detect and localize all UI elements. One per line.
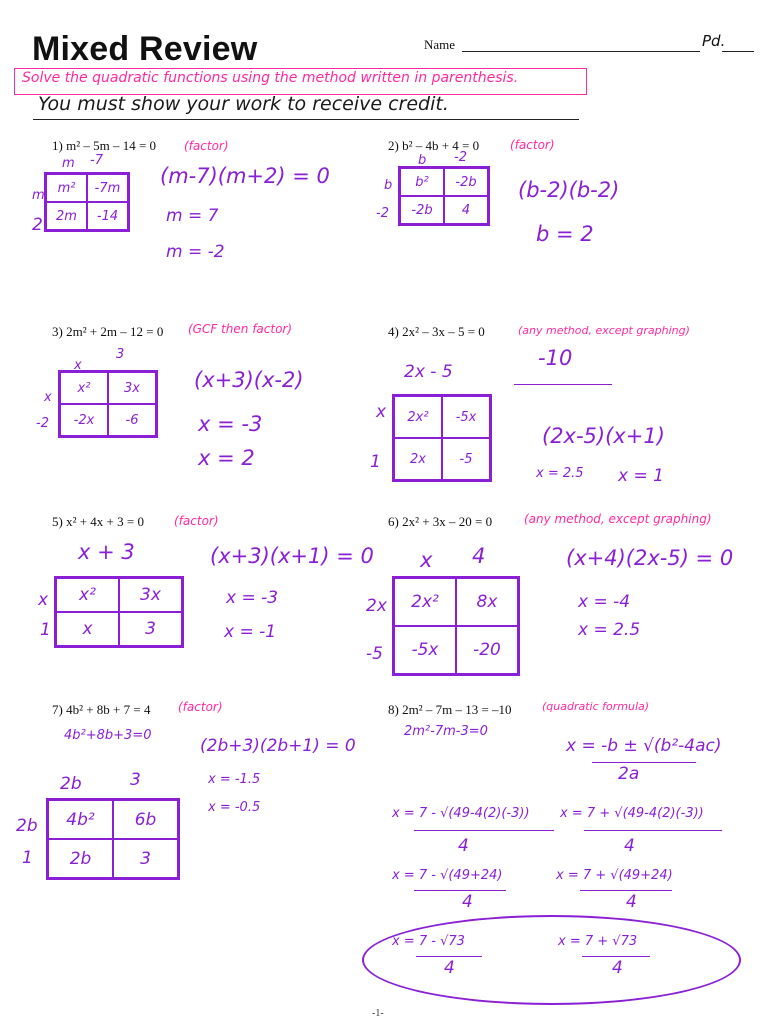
box-side-label: -2	[36, 416, 49, 431]
answer: x = 1	[618, 466, 664, 486]
work-line: (x+4)(2x-5) = 0	[566, 546, 734, 570]
box-cell: b²	[400, 168, 444, 196]
fraction-bar	[414, 890, 506, 891]
final-answer-circle	[362, 915, 741, 1005]
box-cell: 4	[444, 196, 488, 224]
box-top-label: 2b	[60, 774, 82, 794]
box-top-label: 3	[130, 770, 141, 790]
denominator: 4	[626, 892, 637, 912]
box-cell: 2x	[394, 438, 442, 480]
box-cell: -5x	[442, 396, 490, 438]
work-line: 2m²-7m-3=0	[404, 724, 488, 739]
box-top-label: m	[62, 156, 75, 171]
page-title: Mixed Review	[32, 30, 258, 68]
problem-7-label: 7) 4b² + 8b + 7 = 4	[52, 702, 151, 717]
quadratic-formula: x = -b ± √(b²-4ac)	[566, 736, 722, 756]
pd-label: Pd.	[702, 32, 726, 50]
box-cell: -20	[456, 626, 518, 674]
problem-8-method: (quadratic formula)	[542, 700, 650, 713]
final-answer: x = 7 + √73	[558, 934, 638, 949]
box-cell: 2x²	[394, 578, 456, 626]
answer: x = -1.5	[208, 772, 261, 787]
problem-2-label: 2) b² – 4b + 4 = 0	[388, 138, 480, 153]
fraction-bar	[582, 956, 650, 957]
problem-7-method: (factor)	[178, 700, 223, 714]
work-line: x = 7 - √(49+24)	[392, 868, 503, 883]
problem-4-method: (any method, except graphing)	[518, 324, 690, 337]
work-line: 4b²+8b+3=0	[64, 728, 152, 743]
problem-1-label: 1) m² – 5m – 14 = 0	[52, 138, 157, 153]
box-cell: -2x	[60, 404, 108, 436]
problem-3-method: (GCF then factor)	[188, 322, 293, 336]
work-line: (2x-5)(x+1)	[542, 424, 665, 448]
fraction-bar	[592, 762, 696, 763]
answer: x = -4	[578, 592, 631, 612]
box-cell: 2b	[48, 839, 113, 878]
box-side-label: x	[376, 402, 387, 422]
box-cell: -14	[87, 202, 128, 230]
quadratic-formula-denominator: 2a	[618, 764, 640, 784]
box-cell: 3	[113, 839, 178, 878]
box-cell: -7m	[87, 174, 128, 202]
box-side-label: x	[44, 390, 52, 405]
area-model-box	[46, 798, 180, 880]
box-cell: 8x	[456, 578, 518, 626]
problem-3-label: 3) 2m² + 2m – 12 = 0	[52, 324, 164, 339]
answer: x = -0.5	[208, 800, 261, 815]
box-top-label: -2	[454, 150, 467, 165]
problem-4-label: 4) 2x² – 3x – 5 = 0	[388, 324, 485, 339]
area-model-box	[54, 576, 184, 648]
box-cell: 3x	[108, 372, 156, 404]
box-side-label: x	[38, 590, 49, 610]
area-model-box	[398, 166, 490, 226]
instructions-text: Solve the quadratic functions using the method written in parenthesis.	[22, 70, 519, 86]
denominator: 4	[462, 892, 473, 912]
divider-line	[33, 119, 579, 120]
box-cell: m²	[46, 174, 87, 202]
box-cell: -5x	[394, 626, 456, 674]
name-line	[462, 51, 700, 52]
answer: x = -1	[224, 622, 277, 642]
box-side-label: b	[384, 178, 393, 193]
denominator: 4	[624, 836, 635, 856]
box-cell: -2b	[400, 196, 444, 224]
work-line: (b-2)(b-2)	[518, 178, 620, 202]
box-cell: -6	[108, 404, 156, 436]
problem-6-method: (any method, except graphing)	[524, 512, 712, 526]
box-side-label: 1	[40, 620, 51, 640]
box-cell: 2x²	[394, 396, 442, 438]
answer: m = 7	[166, 206, 219, 226]
handwritten-instruction: You must show your work to receive credit.	[38, 93, 449, 115]
box-side-label: m	[32, 188, 45, 203]
problem-5-method: (factor)	[174, 514, 219, 528]
work-line: -10	[538, 346, 573, 370]
box-top-label: 3	[116, 347, 125, 362]
box-side-label: -5	[366, 644, 383, 664]
box-side-label: 1	[22, 848, 33, 868]
problem-2-method: (factor)	[510, 138, 555, 152]
fraction-bar	[584, 830, 722, 831]
answer: b = 2	[536, 222, 594, 246]
box-cell: x²	[60, 372, 108, 404]
box-cell: 3x	[119, 578, 182, 612]
box-cell: 6b	[113, 800, 178, 839]
box-top-label: 2x - 5	[404, 362, 453, 382]
box-top-label: x	[420, 548, 433, 572]
box-cell: -2b	[444, 168, 488, 196]
work-line: x = 7 - √(49-4(2)(-3))	[392, 806, 530, 821]
box-top-label: 4	[472, 544, 486, 568]
answer: x = 2.5	[578, 620, 641, 640]
pd-line	[722, 51, 754, 52]
box-cell: 3	[119, 612, 182, 646]
problem-5-label: 5) x² + 4x + 3 = 0	[52, 514, 144, 529]
final-answer: x = 7 - √73	[392, 934, 465, 949]
box-top-label: x	[74, 358, 82, 373]
answer: x = 2	[198, 446, 255, 470]
box-top-label: -7	[90, 153, 103, 168]
fraction-bar	[580, 890, 672, 891]
answer: x = -3	[226, 588, 279, 608]
box-side-label: -2	[376, 206, 389, 221]
work-line: (m-7)(m+2) = 0	[160, 164, 330, 188]
fraction-bar	[414, 830, 554, 831]
area-model-box	[58, 370, 158, 438]
problem-1-method: (factor)	[184, 139, 229, 153]
work-line: x = 7 + √(49+24)	[556, 868, 673, 883]
box-side-label: 1	[370, 452, 381, 472]
work-underline	[514, 384, 612, 385]
area-model-box	[392, 394, 492, 482]
denominator: 4	[612, 958, 623, 978]
work-line: x = 7 + √(49-4(2)(-3))	[560, 806, 704, 821]
denominator: 4	[444, 958, 455, 978]
box-cell: 4b²	[48, 800, 113, 839]
problem-6-label: 6) 2x² + 3x – 20 = 0	[388, 514, 493, 529]
box-cell: x	[56, 612, 119, 646]
page-number: -1-	[372, 1008, 384, 1019]
box-side-label: 2	[32, 215, 43, 235]
name-label: Name	[424, 37, 456, 52]
problem-8-label: 8) 2m² – 7m – 13 = –10	[388, 702, 512, 717]
box-cell: x²	[56, 578, 119, 612]
work-line: (x+3)(x+1) = 0	[210, 544, 374, 568]
area-model-box	[392, 576, 520, 676]
work-line: (2b+3)(2b+1) = 0	[200, 736, 356, 756]
box-top-label: b	[418, 153, 427, 168]
fraction-bar	[416, 956, 482, 957]
box-cell: 2m	[46, 202, 87, 230]
area-model-box	[44, 172, 130, 232]
answer: x = 2.5	[536, 466, 584, 481]
work-line: (x+3)(x-2)	[194, 368, 304, 392]
box-side-label: 2x	[366, 596, 387, 616]
box-side-label: 2b	[16, 816, 38, 836]
answer: x = -3	[198, 412, 263, 436]
answer: m = -2	[166, 242, 225, 262]
box-cell: -5	[442, 438, 490, 480]
box-top-label: x + 3	[78, 540, 135, 564]
denominator: 4	[458, 836, 469, 856]
